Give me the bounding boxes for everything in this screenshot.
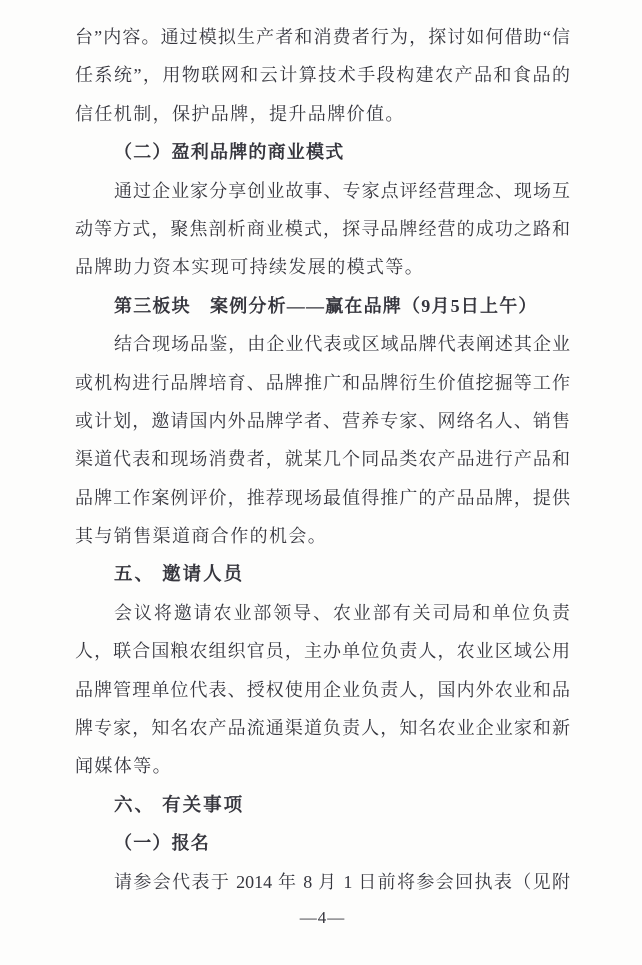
body-line: 闻媒体等。 <box>75 756 172 777</box>
body-line: 会议将邀请农业部领导、农业部有关司局和单位负责 <box>114 602 570 623</box>
body-line: 品牌管理单位代表、授权使用企业负责人，国内外农业和品 <box>75 679 570 700</box>
body-line: 或计划，邀请国内外品牌学者、营养专家、网络名人、销售 <box>75 410 570 431</box>
subsection-heading: （二）盈利品牌的商业模式 <box>114 142 345 163</box>
body-line: 动等方式，聚焦剖析商业模式，探寻品牌经营的成功之路和 <box>75 218 570 239</box>
body-line: 渠道代表和现场消费者，就某几个同品类农产品进行产品和 <box>75 449 570 470</box>
section-heading: 六、 有关事项 <box>114 793 245 815</box>
body-line: 人，联合国粮农组织官员，主办单位负责人，农业区域公用 <box>75 641 570 662</box>
body-line: 请参会代表于 2014 年 8 月 1 日前将参会回执表（见附 <box>114 871 570 892</box>
body-line: 其与销售渠道商合作的机会。 <box>75 526 328 547</box>
body-line: 或机构进行品牌培育、品牌推广和品牌衍生价值挖掘等工作 <box>75 372 570 393</box>
subsection-heading: （一）报名 <box>114 833 210 854</box>
body-line: 牌专家，知名农产品流通渠道负责人，知名农业企业家和新 <box>75 718 570 739</box>
section-heading: 五、 邀请人员 <box>114 563 245 585</box>
body-line: 台”内容。通过模拟生产者和消费者行为，探讨如何借助“信 <box>75 27 570 47</box>
body-line: 通过企业家分享创业故事、专家点评经营理念、现场互 <box>114 180 570 201</box>
body-line: 信任机制，保护品牌，提升品牌价值。 <box>75 103 405 124</box>
body-line: 品牌工作案例评价，推荐现场最值得推广的产品品牌，提供 <box>75 487 570 508</box>
subsection-heading: 第三板块 案例分析——赢在品牌（9月5日上午） <box>114 295 538 316</box>
body-line: 任系统”，用物联网和云计算技术手段构建农产品和食品的 <box>75 65 570 86</box>
body-line: 结合现场品鉴，由企业代表或区域品牌代表阐述其企业 <box>114 334 570 355</box>
page-number: —4— <box>299 907 346 927</box>
body-line: 品牌助力资本实现可持续发展的模式等。 <box>75 257 425 278</box>
